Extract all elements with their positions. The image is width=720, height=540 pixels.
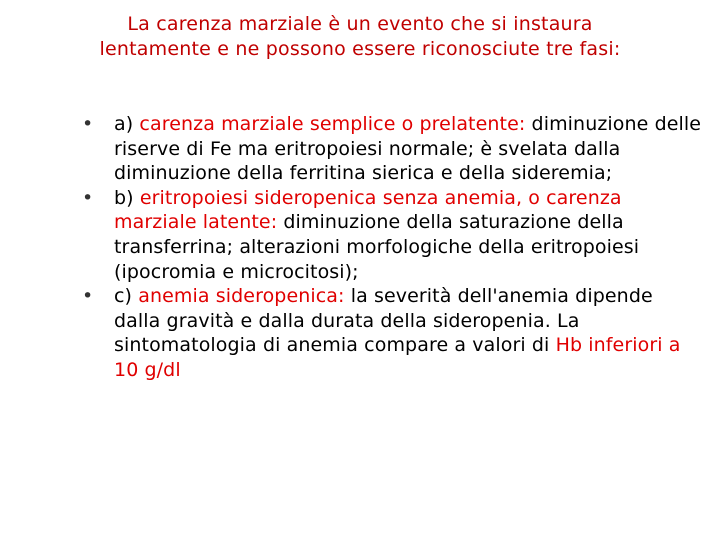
phase-description: la severità dell'anemia dipende dalla gravità e dalla durata della sideropenia. La sintomatologia di anemia compare a valori di [114, 285, 653, 357]
bullet-icon: • [82, 113, 94, 135]
title-line-2: lentamente e ne possono essere riconosciute tre fasi: [99, 38, 621, 60]
list-item-phase-b [82, 186, 702, 284]
phase-term: eritropoiesi sideropenica senza anemia, o carenza marziale latente: [114, 186, 622, 234]
slide-title [40, 12, 680, 62]
phase-term: carenza marziale semplice o prelatente: [139, 113, 526, 135]
bullet-icon: • [82, 285, 94, 308]
list-item-phase-c [82, 284, 702, 382]
phase-list [82, 112, 702, 383]
phase-label: b) [114, 186, 134, 209]
bullet-icon: • [82, 186, 94, 209]
phase-label: a) [114, 113, 134, 135]
phase-description: diminuzione della saturazione della transferrina; alterazioni morfologiche della eritropoiesi (ipocromia e microcitosi); [114, 211, 640, 283]
phase-label: c) [114, 285, 133, 308]
list-item-phase-a [82, 112, 702, 186]
phase-description: diminuzione delle riserve di Fe ma eritropoiesi normale; è svelata dalla diminuzione della ferritina sierica e della sideremia; [114, 113, 702, 185]
title-line-1: La carenza marziale è un evento che si instaura [127, 13, 593, 35]
hb-threshold: Hb inferiori a 10 g/dl [114, 334, 681, 381]
phase-term: anemia sideropenica: [138, 285, 345, 308]
